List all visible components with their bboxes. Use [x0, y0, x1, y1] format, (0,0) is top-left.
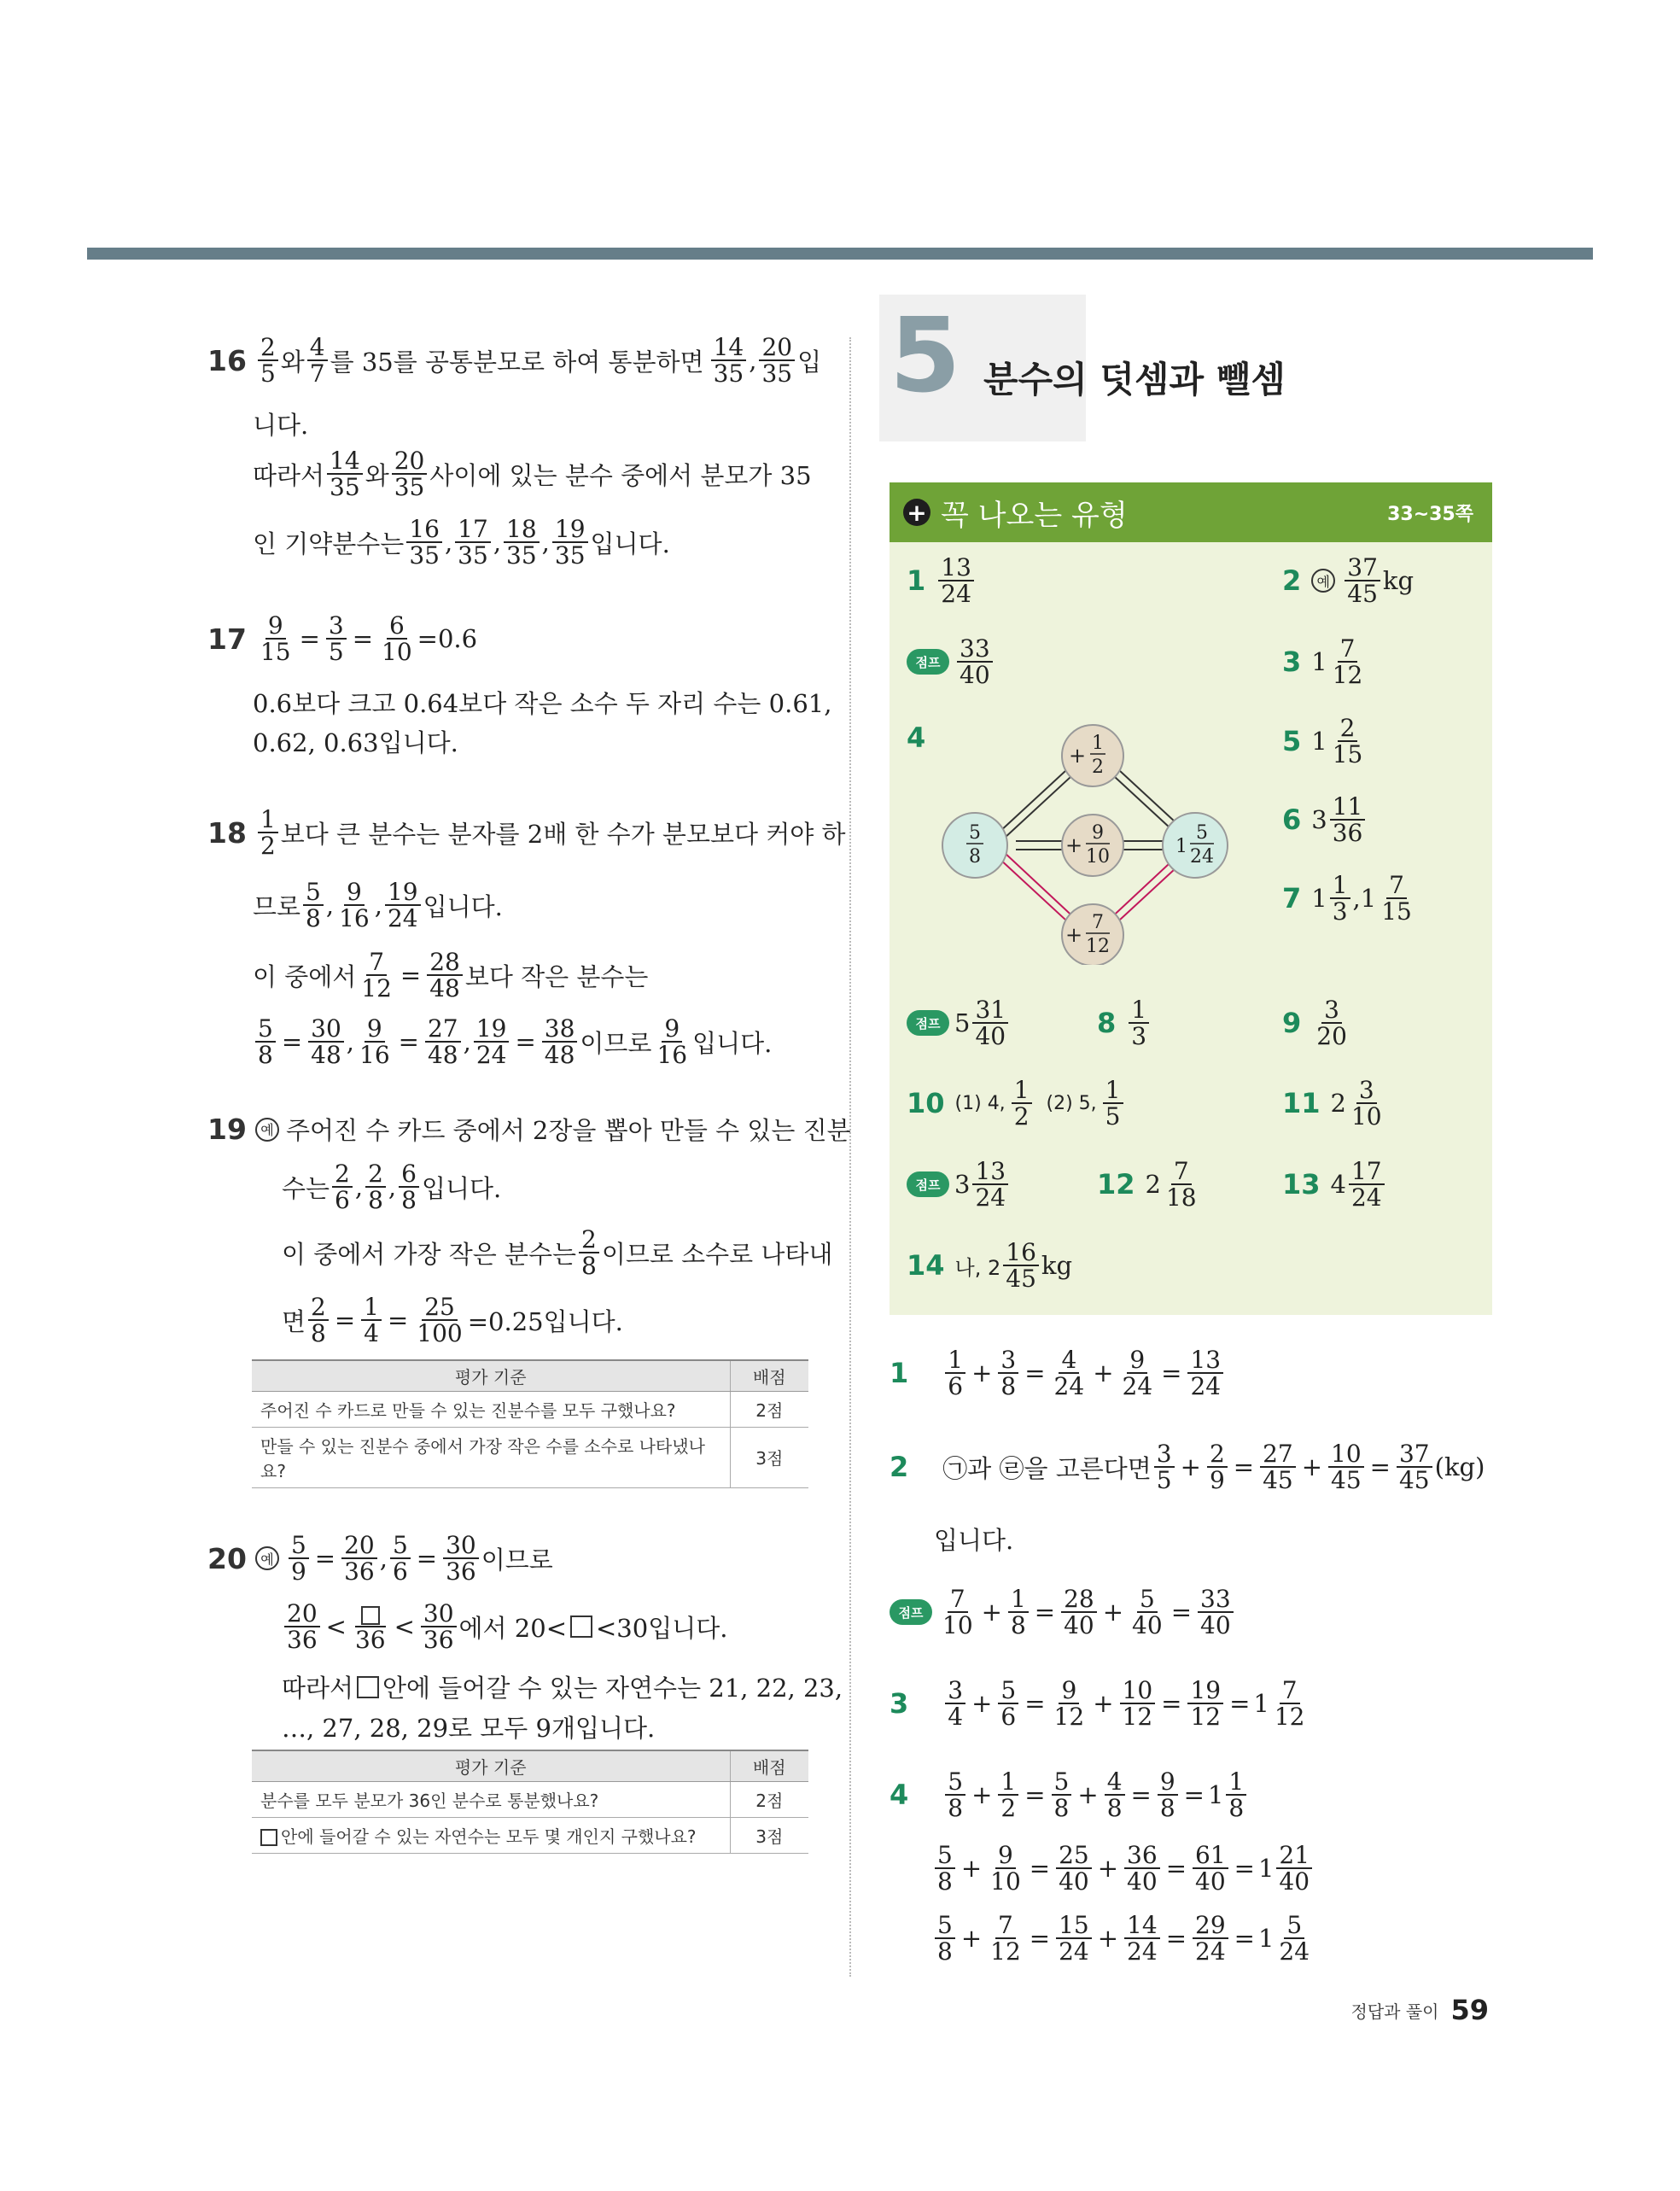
answer-11: 11 2 $\frac{3}{10}$ — [1282, 1076, 1382, 1131]
svg-text:+: + — [1065, 923, 1083, 947]
q18-line3: 이 중에서 $\frac{7}{12}$ = $\frac{28}{48}$ 보다 작은 분수는 — [253, 948, 649, 1003]
q17-line3: 0.62, 0.63입니다. — [253, 728, 458, 757]
footer-label: 정답과 풀이 — [1350, 2001, 1439, 2022]
svg-text:8: 8 — [969, 846, 981, 868]
q17-line2: 0.6보다 크고 0.64보다 작은 소수 두 자리 수는 0.61, — [253, 689, 832, 718]
q19-line3: 이 중에서 가장 작은 분수는 $\frac{2}{8}$ 이므로 소수로 나타내 — [282, 1225, 833, 1281]
example-badge: 예 — [255, 1118, 279, 1142]
answer-13: 13 4 $\frac{17}{24}$ — [1282, 1159, 1387, 1211]
solution-jump-1: 점프 $\frac{7}{10}$ + $\frac{1}{8}$ = $\frac{28}{40}$ + $\frac{5}{40}$ = $\frac{33}{40}$ — [890, 1586, 1236, 1639]
svg-text:1: 1 — [1092, 733, 1104, 754]
top-bar — [87, 248, 1593, 260]
q16-number: 16 — [207, 343, 247, 377]
q18-line2: 므로 $\frac{5}{8}$ , $\frac{9}{16}$ , $\frac{19}{24}$ 입니다. — [253, 878, 503, 933]
q16-line2: 니다. — [253, 411, 309, 440]
jump-badge: 점프 — [907, 649, 949, 675]
svg-text:24: 24 — [1190, 846, 1214, 868]
solution-2-end: 입니다. — [934, 1526, 1014, 1555]
svg-text:5: 5 — [969, 822, 981, 844]
answer-5: 5 1 $\frac{2}{15}$ — [1282, 714, 1363, 769]
answer-7: 7 1 $\frac{1}{3}$ , 1 $\frac{7}{15}$ — [1282, 871, 1412, 926]
example-badge: 예 — [255, 1546, 279, 1570]
q19-line2: 수는 $\frac{2}{6}$ , $\frac{2}{8}$ , $\frac{6}{8}$ 입니다. — [282, 1160, 502, 1215]
svg-text:+: + — [1065, 833, 1083, 857]
page-footer — [1351, 1994, 1490, 2026]
svg-text:5: 5 — [1196, 822, 1208, 844]
q19-number: 19 — [207, 1113, 247, 1146]
q20-line1: 20 예 $\frac{5}{9}$ = $\frac{20}{36}$ , $\frac{5}{6}$ = $\frac{30}{36}$ 이므로 — [207, 1531, 553, 1586]
section-header — [890, 482, 1492, 542]
q17-line1: 17 $\frac{9}{15}$ = $\frac{3}{5}$ = $\frac{6}{10}$ =0.6 — [207, 611, 478, 667]
page-number: 59 — [1450, 1994, 1489, 2026]
q18-number: 18 — [207, 815, 247, 850]
svg-text:2: 2 — [1092, 757, 1104, 778]
q20-line3: 따라서 안에 들어갈 수 있는 자연수는 21, 22, 23, — [282, 1674, 843, 1703]
solution-2: 2 ㉠과 ㉣을 고른다면 $\frac{3}{5}$ + $\frac{2}{9}$ = $\frac{27}{45}$ + $\frac{10}{45}$ = $\frac{37}{45}$ (kg) — [890, 1440, 1485, 1495]
q20-line2: $\frac{20}{36}$ < 36 < $\frac{30}{36}$ 에서 20< <30입니다. — [282, 1601, 727, 1653]
answer-2: 2 예 $\frac{37}{45}$ kg — [1282, 553, 1415, 609]
svg-text:10: 10 — [1086, 846, 1110, 868]
svg-text:12: 12 — [1086, 936, 1110, 957]
chapter-title: 분수의 덧셈과 뺄셈 — [983, 359, 1286, 400]
section-pages: 33~35쪽 — [1387, 503, 1473, 525]
answer-jump-3: 점프 3 $\frac{13}{24}$ — [907, 1159, 1011, 1211]
answer-1: 1 $\frac{13}{24}$ — [907, 555, 977, 607]
answer-6: 6 3 $\frac{11}{36}$ — [1282, 794, 1368, 846]
q19-line1: 19 예 주어진 수 카드 중에서 2장을 뽑아 만들 수 있는 진분 — [207, 1113, 851, 1146]
q16-line1: 16 $\frac{2}{5}$ 와 $\frac{4}{7}$ 를 35를 공통분모로 하여 통분하면 $\frac{14}{35}$ , $\frac{20}{35}$ 입 — [207, 333, 822, 389]
answer-4: 4 — [907, 722, 926, 754]
svg-text:7: 7 — [1092, 912, 1104, 933]
q16-line3: 따라서 $\frac{14}{35}$ 와 $\frac{20}{35}$ 사이에 있는 분수 중에서 분모가 35 — [253, 447, 812, 502]
column-divider — [849, 337, 851, 1977]
plus-icon: + — [903, 499, 930, 526]
svg-text:+: + — [1068, 744, 1087, 768]
answer-3: 3 1 $\frac{7}{12}$ — [1282, 634, 1363, 690]
q20-line4: …, 27, 28, 29로 모두 9개입니다. — [282, 1714, 656, 1743]
answer-8: 8 $\frac{1}{3}$ — [1097, 997, 1152, 1049]
solution-4-line1: 4 $\frac{5}{8}$ + $\frac{1}{2}$ = $\frac{5}{8}$ + $\frac{4}{8}$ = $\frac{9}{8}$ = 1 $\frac{1}{8}$ — [890, 1769, 1249, 1821]
svg-text:1: 1 — [1175, 836, 1187, 857]
solution-1: 1 $\frac{1}{6}$ + $\frac{3}{8}$ = $\frac{4}{24}$ + $\frac{9}{24}$ = $\frac{13}{24}$ — [890, 1347, 1226, 1399]
answer-jump-1: 점프 $\frac{33}{40}$ — [907, 636, 995, 688]
svg-text:9: 9 — [1092, 822, 1104, 844]
fraction-diagram — [939, 717, 1246, 965]
q20-criteria-table: 평가 기준 배점 분수를 모두 분모가 36인 분수로 통분했나요? 2점 안에 들어갈 수 있는 자연수는 모두 몇 개인지 구했나요? 3점 — [252, 1750, 808, 1854]
solution-3: 3 $\frac{3}{4}$ + $\frac{5}{6}$ = $\frac{9}{12}$ + $\frac{10}{12}$ = $\frac{19}{12}$ = 1 $\frac{7}{12}$ — [890, 1676, 1305, 1732]
solution-4-line3: $\frac{5}{8}$ + $\frac{7}{12}$ = $\frac{15}{24}$ + $\frac{14}{24}$ = $\frac{29}{24}$ = 1 $\frac{5}{24}$ — [932, 1913, 1315, 1965]
q16-text: 와 — [280, 347, 305, 377]
answer-12: 12 2 $\frac{7}{18}$ — [1097, 1157, 1197, 1212]
answer-jump-2: 점프 5 $\frac{31}{40}$ — [907, 997, 1011, 1049]
q20-number: 20 — [207, 1541, 247, 1575]
q19-criteria-table: 평가 기준 배점 주어진 수 카드로 만들 수 있는 진분수를 모두 구했나요? 2점 만들 수 있는 진분수 중에서 가장 작은 수를 소수로 나타냈나요? 3점 — [252, 1359, 808, 1488]
answer-14: 14 나, 2 $\frac{16}{45}$ kg — [907, 1238, 1073, 1294]
chapter-number: 5 — [890, 297, 961, 416]
q16-line4: 인 기약분수는 $\frac{16}{35}$ , $\frac{17}{35}$ , $\frac{18}{35}$ , $\frac{19}{35}$ 입니다. — [253, 515, 670, 570]
answer-10: 10 (1) 4, $\frac{1}{2}$ (2) 5, $\frac{1}{5}$ — [907, 1078, 1126, 1130]
q17-number: 17 — [207, 622, 247, 656]
q16-text: 입 — [797, 347, 822, 377]
section-title: 꼭 나오는 유형 — [941, 498, 1128, 533]
solution-4-line2: $\frac{5}{8}$ + $\frac{9}{10}$ = $\frac{25}{40}$ + $\frac{36}{40}$ = $\frac{61}{40}$ = 1 $\frac{21}{40}$ — [932, 1843, 1315, 1895]
q16-text: 를 35를 공통분모로 하여 통분하면 — [330, 347, 704, 377]
answer-9: 9 $\frac{3}{20}$ — [1282, 996, 1347, 1051]
q18-line1: 18 $\frac{1}{2}$ 보다 큰 분수는 분자를 2배 한 수가 분모보다 커야 하 — [207, 805, 846, 861]
q18-line4: $\frac{5}{8}$ = $\frac{30}{48}$ , $\frac{9}{16}$ = $\frac{27}{48}$ , $\frac{19}{24}$ = $\frac{38}{48}$ 이므로 $\frac{9}{16}$ 입니다. — [253, 1016, 772, 1068]
q19-line4: 면 $\frac{2}{8}$ = $\frac{1}{4}$ = $\frac{25}{100}$ =0.25입니다. — [282, 1293, 623, 1348]
